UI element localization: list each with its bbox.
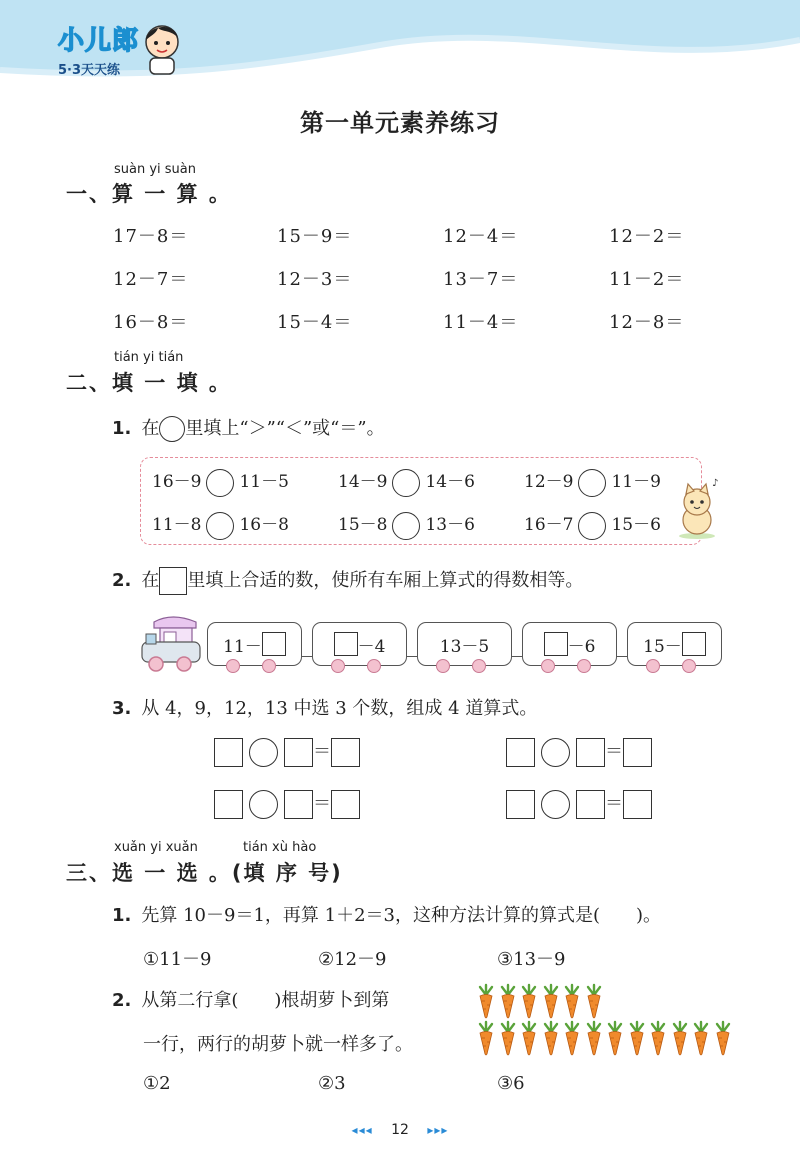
answer-circle[interactable]: [392, 512, 420, 540]
wheel: [577, 659, 591, 673]
equation-blank: [214, 789, 360, 819]
question-text: 里填上“＞”“＜”或“＝”。: [185, 418, 385, 439]
answer-box[interactable]: [334, 632, 358, 656]
question-text: 在: [141, 570, 160, 591]
option[interactable]: ②3: [318, 1073, 346, 1094]
wagon-expr: －4: [357, 636, 386, 657]
compare-item: [152, 467, 289, 497]
answer-box[interactable]: [284, 790, 313, 819]
answer-circle[interactable]: [206, 469, 234, 497]
question-number: 1.: [112, 905, 132, 926]
question-number: 1.: [112, 418, 132, 439]
wheel: [646, 659, 660, 673]
cat-mascot-icon: [672, 478, 722, 540]
answer-circle[interactable]: [541, 738, 570, 767]
answer-box[interactable]: [576, 738, 605, 767]
question-2-2: [112, 566, 583, 595]
question-2-1: [112, 414, 385, 442]
carrot-icon: [498, 983, 520, 1023]
answer-circle[interactable]: [249, 790, 278, 819]
answer-circle[interactable]: [578, 469, 606, 497]
compare-right: 15－6: [611, 515, 661, 535]
wheel: [331, 659, 345, 673]
carrot-icon: [584, 983, 606, 1023]
section3-heading: 三、选 一 选 。(填 序 号): [66, 861, 343, 885]
wagon-expr: －6: [567, 636, 596, 657]
answer-box[interactable]: [331, 790, 360, 819]
equals-sign: ＝: [313, 741, 331, 762]
equals-sign: ＝: [605, 741, 623, 762]
question-text: 从第二行拿( )根胡萝卜到第: [141, 990, 390, 1011]
answer-circle[interactable]: [249, 738, 278, 767]
locomotive-icon: [138, 612, 210, 674]
calc-item: 12－7＝: [113, 269, 189, 290]
carrot-icon: [541, 983, 563, 1023]
next-arrows-icon: ▸▸▸: [427, 1123, 449, 1137]
calc-item: 12－3＝: [277, 269, 353, 290]
calc-item: 15－9＝: [277, 226, 353, 247]
compare-right: 14－6: [425, 472, 475, 492]
svg-text:♪: ♪: [712, 478, 719, 489]
brand-logo: [58, 20, 139, 78]
compare-left: 12－9: [524, 472, 574, 492]
compare-item: [338, 467, 475, 497]
option[interactable]: ③13－9: [497, 949, 566, 970]
answer-box[interactable]: [544, 632, 568, 656]
carrot-icon: [498, 1020, 520, 1060]
question-number: 3.: [112, 698, 132, 719]
section3-pinyin-2: tián xù hào: [243, 840, 317, 855]
series-name: 5·3天天练: [58, 63, 121, 78]
carrot-icon: [627, 1020, 649, 1060]
answer-box[interactable]: [284, 738, 313, 767]
compare-left: 15－8: [338, 515, 388, 535]
calc-item: 11－2＝: [609, 269, 685, 290]
compare-item: [524, 510, 661, 540]
answer-box[interactable]: [506, 790, 535, 819]
carrot-icon: [648, 1020, 670, 1060]
train-wagon: [627, 622, 722, 666]
carrot-icon: [605, 1020, 627, 1060]
train-wagon: [522, 622, 617, 666]
section1-pinyin: suàn yi suàn: [114, 162, 197, 177]
carrot-icon: [584, 1020, 606, 1060]
question-text: 从 4，9，12，13 中选 3 个数，组成 4 道算式。: [141, 698, 538, 719]
carrot-icon: [562, 1020, 584, 1060]
train-wagon: [207, 622, 302, 666]
answer-circle[interactable]: [392, 469, 420, 497]
wheel: [472, 659, 486, 673]
wheel: [367, 659, 381, 673]
carrot-icon: [713, 1020, 735, 1060]
train-wagon: [417, 622, 512, 666]
compare-left: 11－8: [152, 515, 202, 535]
carrot-icon: [562, 983, 584, 1023]
wheel: [541, 659, 555, 673]
compare-right: 13－6: [425, 515, 475, 535]
prev-arrows-icon: ◂◂◂: [351, 1123, 373, 1137]
equals-sign: ＝: [605, 793, 623, 814]
page-title: 第一单元素养练习: [300, 109, 500, 137]
calc-item: 12－8＝: [609, 312, 685, 333]
wheel: [682, 659, 696, 673]
calc-item: 16－8＝: [113, 312, 189, 333]
section3-pinyin-1: xuǎn yi xuǎn: [114, 840, 198, 855]
answer-box[interactable]: [214, 738, 243, 767]
option[interactable]: ③6: [497, 1073, 525, 1094]
answer-circle[interactable]: [206, 512, 234, 540]
equation-blank: [506, 737, 652, 767]
carrot-icon: [519, 983, 541, 1023]
wagon-expr: 13－5: [439, 636, 490, 657]
compare-left: 16－9: [152, 472, 202, 492]
answer-box[interactable]: [623, 790, 652, 819]
carrot-row-1: [476, 983, 605, 1023]
equals-sign: ＝: [313, 793, 331, 814]
answer-box[interactable]: [262, 632, 286, 656]
question-3-1: [112, 901, 661, 927]
calc-item: 17－8＝: [113, 226, 189, 247]
compare-left: 16－7: [524, 515, 574, 535]
wagon-expr: 15－: [643, 636, 682, 657]
question-2-3: [112, 694, 537, 720]
carrot-icon: [691, 1020, 713, 1060]
carrot-icon: [476, 983, 498, 1023]
blank-box: [159, 567, 187, 595]
equation-blank: [214, 737, 360, 767]
option[interactable]: ①11－9: [143, 949, 212, 970]
option[interactable]: ①2: [143, 1073, 171, 1094]
wheel: [262, 659, 276, 673]
compare-right: 16－8: [239, 515, 289, 535]
carrot-icon: [476, 1020, 498, 1060]
page-footer: [0, 1122, 800, 1138]
answer-box[interactable]: [214, 790, 243, 819]
calc-item: 13－7＝: [443, 269, 519, 290]
question-text: 在: [141, 418, 160, 439]
question-text: 一行，两行的胡萝卜就一样多了。: [143, 1034, 413, 1055]
carrot-icon: [670, 1020, 692, 1060]
compare-item: [152, 510, 289, 540]
answer-box[interactable]: [682, 632, 706, 656]
answer-box[interactable]: [623, 738, 652, 767]
calc-item: 12－2＝: [609, 226, 685, 247]
answer-circle[interactable]: [578, 512, 606, 540]
blank-circle: [159, 416, 185, 442]
section2-pinyin: tián yi tián: [114, 350, 184, 365]
equation-blank: [506, 789, 652, 819]
carrot-icon: [519, 1020, 541, 1060]
compare-item: [524, 467, 661, 497]
compare-item: [338, 510, 475, 540]
wheel: [436, 659, 450, 673]
option[interactable]: ②12－9: [318, 949, 387, 970]
wagon-expr: 11－: [223, 636, 262, 657]
question-3-2: [112, 986, 389, 1012]
calc-item: 15－4＝: [277, 312, 353, 333]
page-number: 12: [391, 1122, 409, 1138]
train-wagon: [312, 622, 407, 666]
brand-name: 小儿郎: [58, 26, 140, 56]
answer-box[interactable]: [576, 790, 605, 819]
calc-item: 11－4＝: [443, 312, 519, 333]
question-text: 里填上合适的数，使所有车厢上算式的得数相等。: [187, 570, 584, 591]
compare-right: 11－9: [611, 472, 661, 492]
answer-circle[interactable]: [541, 790, 570, 819]
carrot-row-2: [476, 1020, 734, 1060]
boy-mascot-icon: [140, 20, 186, 76]
calc-item: 12－4＝: [443, 226, 519, 247]
section1-heading: 一、算 一 算 。: [66, 182, 232, 206]
compare-right: 11－5: [239, 472, 289, 492]
answer-box[interactable]: [506, 738, 535, 767]
carrot-icon: [541, 1020, 563, 1060]
question-text: 先算 10－9＝1，再算 1＋2＝3，这种方法计算的算式是( )。: [141, 905, 662, 926]
section2-heading: 二、填 一 填 。: [66, 371, 232, 395]
wheel: [226, 659, 240, 673]
question-number: 2.: [112, 570, 132, 591]
question-number: 2.: [112, 990, 132, 1011]
answer-box[interactable]: [331, 738, 360, 767]
compare-left: 14－9: [338, 472, 388, 492]
